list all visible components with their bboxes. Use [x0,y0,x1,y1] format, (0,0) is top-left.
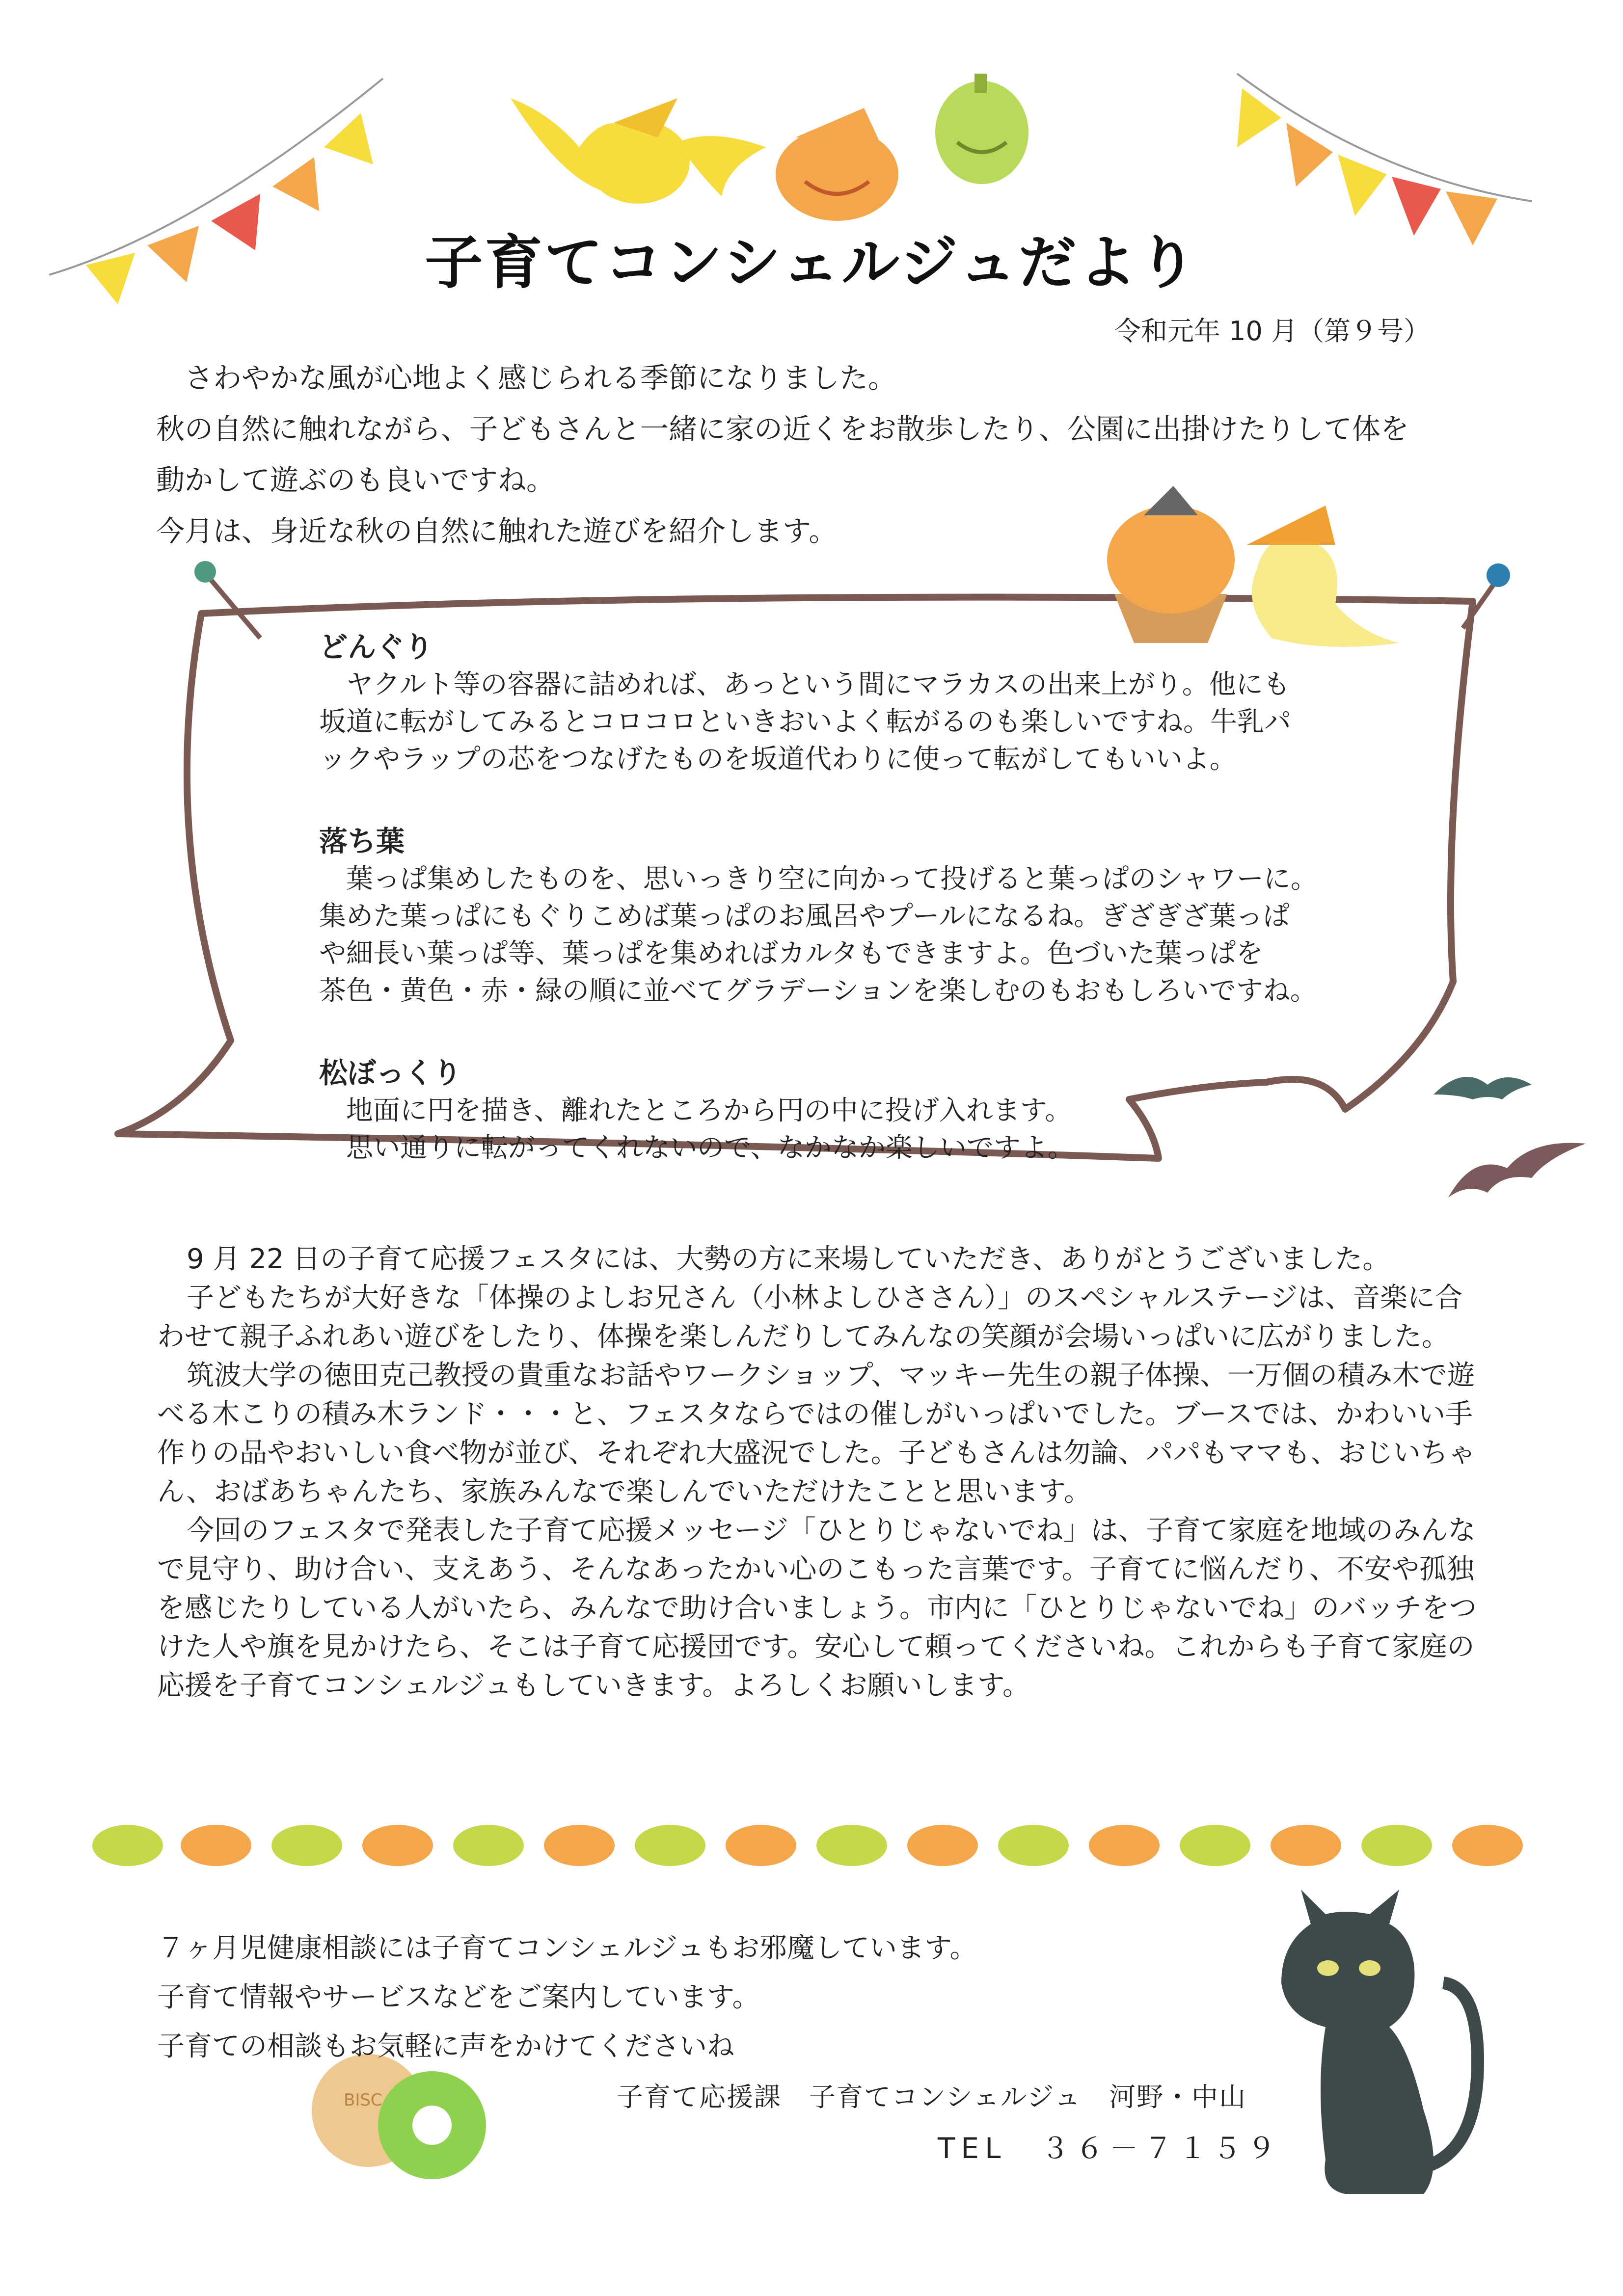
intro-line: さわやかな風が心地よく感じられる季節になりました。 [156,361,897,395]
report-paragraph: 今回のフェスタで発表した子育て応援メッセージ「ひとりじゃないでね」は、子育て家庭を地域のみんなで見守り、助け合い、支えあう、そんなあったかい心のこもった言葉です。子育てに悩んだり、不安や孤独を感じたりしている人がいたら、みんなで助け合いましょう。市内に「ひとりじゃないでね」のバッチをつけた人や旗を見かけたら、そこは子育て応援団です。安心して頼ってくださいね。これからも子育て家庭の応援を子育てコンシェルジュもしていきます。よろしくお願いします。 [157,1515,1477,1702]
pumpkin-icon [1180,1825,1250,1866]
phone-number: TEL ３６－７１５９ [938,2132,1282,2165]
activity-line: 茶色・黄色・赤・緑の順に並べてグラデーションを楽しむのもおもしろいですね。 [319,975,1317,1006]
cat-icon [1281,1890,1478,2194]
office-name: 子育て応援課 子育てコンシェルジュ 河野・中山 [617,2082,1247,2112]
activity-line: 思い通りに転がってくれないので、なかなか楽しいですよ。 [319,1132,1075,1163]
pumpkin-icon [907,1825,978,1866]
intro-text [156,352,1482,557]
flag-icon [1286,123,1333,187]
footer-notice [157,1924,1139,2071]
footer-line: 子育ての相談もお気軽に声をかけてくださいね [157,2030,734,2062]
activity-title: 落ち葉 [319,825,405,858]
activity-line: 地面に円を描き、離れたところから円の中に投げ入れます。 [319,1095,1072,1126]
cookie-label: BISC [344,2090,382,2110]
report-paragraph: 子どもたちが大好きな「体操のよしお兄さん（小林よしひささん）」のスペシャルステージは、音楽に合わせて親子ふれあい遊びをしたり、体操を楽しんだりしてみんなの笑顔が会場いっぱいに広がりました。 [157,1282,1462,1353]
activity-line: ヤクルト等の容器に詰めれば、あっという間にマラカスの出来上がり。他にも [319,668,1290,700]
intro-line: 秋の自然に触れながら、子どもさんと一緒に家の近くをお散歩したり、公園に出掛けたりして体を [156,412,1409,446]
activity-body [319,1092,1375,1166]
report-paragraph: 9 月 22 日の子育て応援フェスタには、大勢の方に来場していただき、ありがとうございました。 [187,1243,1390,1275]
pumpkin-icon [635,1825,705,1866]
activity-body [319,860,1375,1009]
activity-title: 松ぼっくり [319,1056,462,1090]
flag-icon [1338,155,1387,216]
festa-report [157,1240,1483,1705]
intro-line: 今月は、身近な秋の自然に触れた遊びを紹介します。 [156,514,838,548]
pumpkin-icon [544,1825,615,1866]
pumpkin-icon [816,1825,887,1866]
pumpkin-icon [1089,1825,1160,1866]
pumpkin-icon [1271,1825,1341,1866]
flag-icon [272,157,319,211]
activity-line: 坂道に転がしてみるとコロコロといきおいよく転がるのも楽しいですね。牛乳パ [319,706,1292,737]
footer-line: 子育て情報やサービスなどをご案内しています。 [157,1981,760,2013]
activity-line: ックやラップの芯をつなげたものを坂道代わりに使って転がしてもいいよ。 [319,743,1237,774]
flag-icon [324,113,373,164]
pin-icon [194,561,216,583]
activity-title: どんぐり [319,630,433,664]
pumpkin-icon [181,1825,251,1866]
activity-line: や細長い葉っぱ等、葉っぱを集めればカルタもできますよ。色づいた葉っぱを [319,937,1263,969]
pumpkin-icon [362,1825,433,1866]
pumpkin-border [92,1825,1523,1866]
bat-icon [1434,1077,1532,1099]
activity-line: 葉っぱ集めしたものを、思いっきり空に向かって投げると葉っぱのシャワーに。 [319,863,1318,894]
pumpkin-icon [1452,1825,1523,1866]
jack-o-lantern-icon [776,108,898,221]
intro-line: 動かして遊ぶのも良いですね。 [156,463,555,497]
bat-pumpkin-icon [511,98,766,204]
green-pumpkin-icon [935,74,1028,184]
flag-icon [1237,88,1281,147]
activities-box [319,628,1375,1211]
pumpkin-icon [726,1825,796,1866]
pumpkin-icon [271,1825,342,1866]
report-paragraph: 筑波大学の徳田克己教授の貴重なお話やワークショップ、マッキー先生の親子体操、一万個の積み木で遊べる木こりの積み木ランド・・・と、フェスタならではの催しがいっぱいでした。ブースでは、かわいい手作りの品やおいしい食べ物が並び、それぞれ大盛況でした。子どもさんは勿論、パパもママも、おじいちゃん、おばあちゃんたち、家族みんなで楽しんでいただけたことと思います。 [157,1360,1476,1508]
pin-icon [1487,563,1510,587]
page-title: 子育てコンシェルジュだより [425,229,1198,296]
bat-icon [1448,1143,1586,1198]
activity-body [319,666,1375,777]
issue-date: 令和元年 10 月（第９号） [1114,316,1431,347]
footer-line: ７ヶ月児健康相談には子育てコンシェルジュもお邪魔しています。 [157,1932,977,1964]
pumpkin-icon [998,1825,1069,1866]
pumpkin-icon [1361,1825,1432,1866]
activity-line: 集めた葉っぱにもぐりこめば葉っぱのお風呂やプールになるね。ぎざぎざ葉っぱ [319,900,1290,932]
cookie-icon [312,2054,486,2179]
pumpkin-icon [92,1825,163,1866]
pumpkin-icon [453,1825,524,1866]
